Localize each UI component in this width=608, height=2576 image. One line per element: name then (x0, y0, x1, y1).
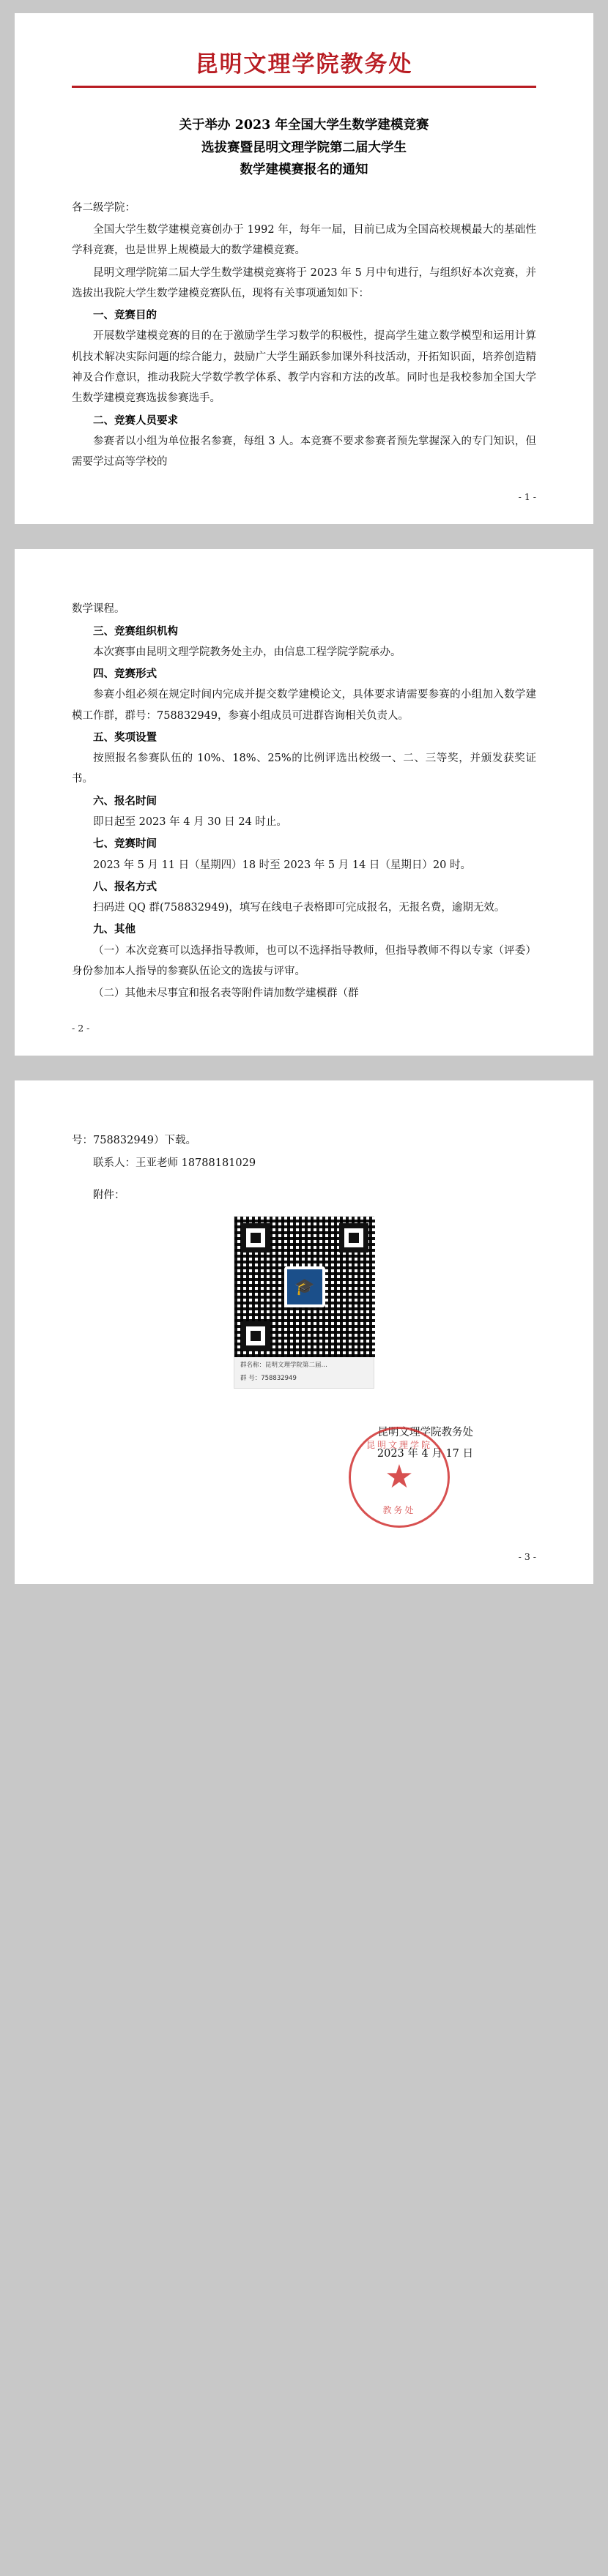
signature-area (72, 1422, 536, 1532)
section-heading-3: 三、竞赛组织机构 (93, 624, 178, 638)
seal-text-top: 昆明文理学院 (366, 1439, 432, 1450)
seal-star-icon: ★ (385, 1458, 414, 1495)
signature-organization: 昆明文理学院教务处 (377, 1426, 473, 1438)
page-title (72, 114, 536, 182)
doc-title-line-1: 关于举办 2023 年全国大学生数学建模竞赛 (179, 118, 429, 132)
page-2-top-margin (72, 568, 536, 599)
section-body-2: 参赛者以小组为单位报名参赛，每组 3 人。本竞赛不要求参赛者预先掌握深入的专门知识，但需要学过高等学校的 (72, 435, 536, 468)
official-seal-icon (349, 1427, 450, 1528)
paragraph-intro-1: 全国大学生数学建模竞赛创办于 1992 年，每年一届，目前已成为全国高校规模最大的基础性学科竞赛，也是世界上规模最大的数学建模竞赛。 (72, 224, 536, 257)
section-body-4: 参赛小组必须在规定时间内完成并提交数学建模论文，具体要求请需要参赛的小组加入数学建模工作群，群号：758832949，参赛小组成员可进群咨询相关负责人。 (72, 689, 536, 722)
signature-date: 2023 年 4 月 17 日 (377, 1447, 473, 1460)
section-heading-2: 二、竞赛人员要求 (93, 414, 178, 427)
attachment-label: 附件： (93, 1189, 125, 1201)
section-heading-7: 七、竞赛时间 (93, 837, 157, 851)
section-heading-4: 四、竞赛形式 (93, 668, 157, 681)
section-heading-8: 八、报名方式 (93, 880, 157, 893)
section-body-7: 2023 年 5 月 11 日（星期四）18 时至 2023 年 5 月 14 日（星期日）20 时。 (93, 859, 471, 871)
seal-text-bottom: 教务处 (382, 1504, 416, 1515)
section-body-9-item-1: （一）本次竞赛可以选择指导教师，也可以不选择指导教师，但指导教师不得以专家（评委）身份参加本人指导的参赛队伍论文的选拔与评审。 (72, 944, 536, 977)
contact-line: 联系人：王亚老师 18788181029 (93, 1157, 256, 1169)
qr-code-icon (234, 1217, 375, 1357)
section-heading-9: 九、其他 (93, 923, 136, 936)
page-number-3: - 3 - (518, 1550, 536, 1562)
section-body-8: 扫码进 QQ 群(758832949)，填写在线电子表格即可完成报名，无报名费，逾期无效。 (93, 902, 505, 914)
qr-card (234, 1216, 374, 1389)
section-body-9-item-2: （二）其他未尽事宜和报名表等附件请加数学建模群（群 (93, 988, 359, 1000)
section-heading-6: 六、报名时间 (93, 794, 157, 807)
qr-caption-group-name: 群名称：昆明文理学院第二届… (240, 1362, 328, 1370)
qr-center-logo-icon: 🎓 (284, 1266, 325, 1307)
document-page-3 (15, 1080, 593, 1583)
page-gap-1 (0, 524, 608, 549)
paragraph-intro-2: 昆明文理学院第二届大学生数学建模竞赛将于 2023 年 5 月中旬进行，与组织好本次竞赛，并选拔出我院大学生数学建模竞赛队伍，现将有关事项通知如下： (72, 266, 536, 299)
section-heading-5: 五、奖项设置 (93, 731, 157, 744)
page-gap-2 (0, 1056, 608, 1080)
paragraph-continued-2: 号：758832949）下载。 (72, 1135, 197, 1147)
section-body-3: 本次赛事由昆明文理学院教务处主办，由信息工程学院学院承办。 (93, 646, 401, 658)
qr-finder-bottom-left (241, 1321, 270, 1351)
letterhead (72, 35, 536, 92)
qr-attachment (234, 1216, 374, 1389)
paragraph-continued: 数学课程。 (72, 603, 125, 616)
qr-caption-group-number: 群 号：758832949 (240, 1374, 297, 1382)
doc-title-line-2: 选拔赛暨昆明文理学院第二届大学生 (201, 140, 407, 155)
document-page-1 (15, 13, 593, 524)
section-heading-1: 一、竞赛目的 (93, 309, 157, 322)
page-number-1: - 1 - (518, 491, 536, 503)
letterhead-title: 昆明文理学院教务处 (195, 51, 413, 78)
doc-title-line-3: 数学建模赛报名的通知 (240, 163, 368, 178)
qr-finder-top-left (241, 1223, 270, 1252)
salutation: 各二级学院： (72, 201, 136, 214)
section-body-5: 按照报名参赛队伍的 10%、18%、25%的比例评选出校级一、二、三等奖，并颁发获奖证书。 (72, 753, 536, 785)
document-page-2 (15, 549, 593, 1056)
letterhead-divider (72, 86, 536, 88)
page-3-top-margin (72, 1100, 536, 1130)
section-body-1: 开展数学建模竞赛的目的在于激励学生学习数学的积极性，提高学生建立数学模型和运用计算机技术解决实际问题的综合能力，鼓励广大学生踊跃参加课外科技活动，开拓知识面，培养创造精神及合作意识，推动我院大学数学教学体系、教学内容和方法的改革。同时也是我校参加全国大学生数学建模竞赛选拔参赛选手。 (72, 330, 536, 405)
section-body-6: 即日起至 2023 年 4 月 30 日 24 时止。 (93, 815, 287, 828)
page-number-2: - 2 - (72, 1023, 90, 1034)
qr-finder-top-right (339, 1223, 368, 1252)
